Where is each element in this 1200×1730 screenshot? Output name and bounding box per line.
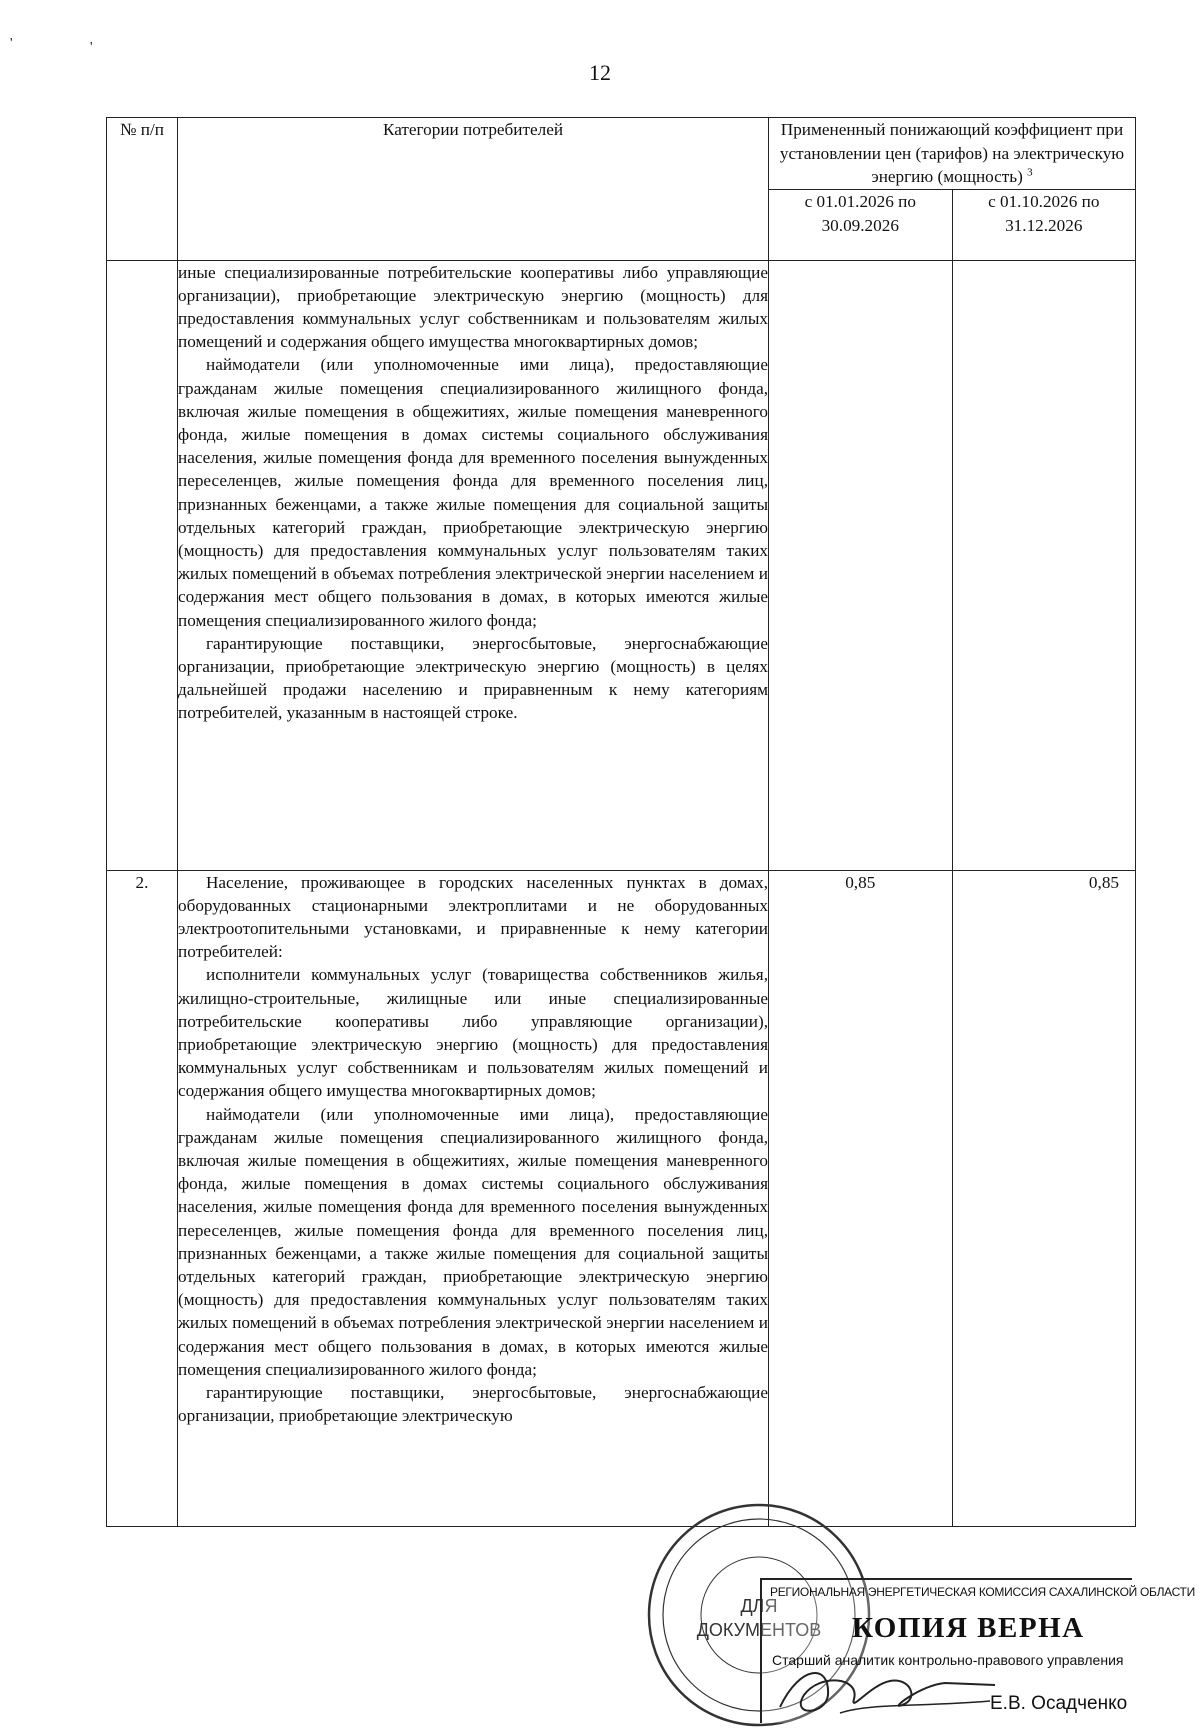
table-row [107,260,1136,870]
row-number: 2. [107,870,178,1526]
header-period-1: с 01.01.2026 по 30.09.2026 [769,189,953,260]
table-row [107,870,1136,1526]
row-number [107,260,178,870]
tariff-table [106,117,1136,1527]
svg-text:ДЛЯ: ДЛЯ [740,1596,778,1616]
handwritten-signature-icon [770,1655,1000,1721]
header-period-2: с 01.10.2026 по 31.12.2026 [952,189,1136,260]
table-header [107,118,1136,261]
row-paragraph: исполнители коммунальных услуг (товарищества собственников жилья, жилищно-строительные, жилищные или иные специализированные потребительские кооперативы либо управляющие организации), приобретающие электрическую энергию (мощность) для предоставления коммунальных услуг собственникам и пользователям жилых помещений и содержания общего имущества многоквартирных домов; [178,965,768,1101]
header-coefficient-text: Примененный понижающий коэффициент при установлении цен (тарифов) на электрическую энергию (мощность) [779,120,1125,186]
stamp-copy-title: КОПИЯ ВЕРНА [852,1612,1085,1644]
row-paragraph: иные специализированные потребительские кооперативы либо управляющие организации), приобретающие электрическую энергию (мощность) для предоставления коммунальных услуг собственникам и пользователям жилых помещений и содержания общего имущества многоквартирных домов; [178,262,768,352]
page-number: 12 [589,60,611,85]
header-category: Категории потребителей [178,118,769,261]
row-paragraph: наймодатели (или уполномоченные ими лица), предоставляющие гражданам жилые помещения специализированного жилищного фонда, включая жилые помещения в общежитиях, жилые помещения маневренного фонда, жилые помещения в домах системы социального обслуживания населения, жилые помещения фонда для временного поселения вынужденных переселенцев, жилые помещения фонда для временного поселения лиц, признанных беженцами, а также жилые помещения для социальной защиты отдельных категорий граждан, приобретающие электрическую энергию (мощность) для предоставления коммунальных услуг пользователям таких жилых помещений в объемах потребления электрической энергии населением и содержания мест общего пользования в домах, в которых имеются жилые помещения специализированного жилого фонда; [178,355,768,630]
stamp-organization: РЕГИОНАЛЬНАЯ ЭНЕРГЕТИЧЕСКАЯ КОМИССИЯ САХАЛИНСКОЙ ОБЛАСТИ [770,1585,1195,1599]
svg-text:ДОКУМЕНТОВ: ДОКУМЕНТОВ [696,1620,822,1640]
header-coefficient-footnote: 3 [1027,166,1033,179]
row-paragraph: гарантирующие поставщики, энергосбытовые, энергоснабжающие организации, приобретающие электрическую энергию (мощность) в целях дальнейшей продажи населению и приравненным к нему категориям потребителей, указанным в настоящей строке. [178,633,768,723]
row-paragraph: гарантирующие поставщики, энергосбытовые, энергоснабжающие организации, приобретающие электрическую [178,1382,768,1426]
row-value-period-1 [769,260,953,870]
stamp-position: Старший аналитик контрольно-правового управления [772,1652,1124,1668]
row-value-period-2 [952,260,1136,870]
stamp-signer-name: Е.В. Осадченко [990,1693,1128,1714]
row-value-period-1: 0,85 [769,870,953,1526]
row-category [178,260,769,870]
row-paragraph: Население, проживающее в городских населенных пунктах в домах, оборудованных стационарными электроплитами и не оборудованных электроотопительными установками, и приравненные к нему категории потребителей: [178,872,768,962]
row-value-period-2: 0,85 [952,870,1136,1526]
row-paragraph: наймодатели (или уполномоченные ими лица), предоставляющие гражданам жилые помещения специализированного жилищного фонда, включая жилые помещения в общежитиях, жилые помещения маневренного фонда, жилые помещения в домах системы социального обслуживания населения, жилые помещения фонда для временного поселения вынужденных переселенцев, жилые помещения фонда для временного поселения лиц, признанных беженцами, а также жилые помещения для социальной защиты отдельных категорий граждан, приобретающие электрическую энергию (мощность) для предоставления коммунальных услуг пользователям таких жилых помещений в объемах потребления электрической энергии населением и содержания мест общего пользования в домах, в которых имеются жилые помещения специализированного жилого фонда; [178,1104,768,1379]
header-coefficient [769,118,1136,190]
row-category [178,870,769,1526]
header-number: № п/п [107,118,178,261]
